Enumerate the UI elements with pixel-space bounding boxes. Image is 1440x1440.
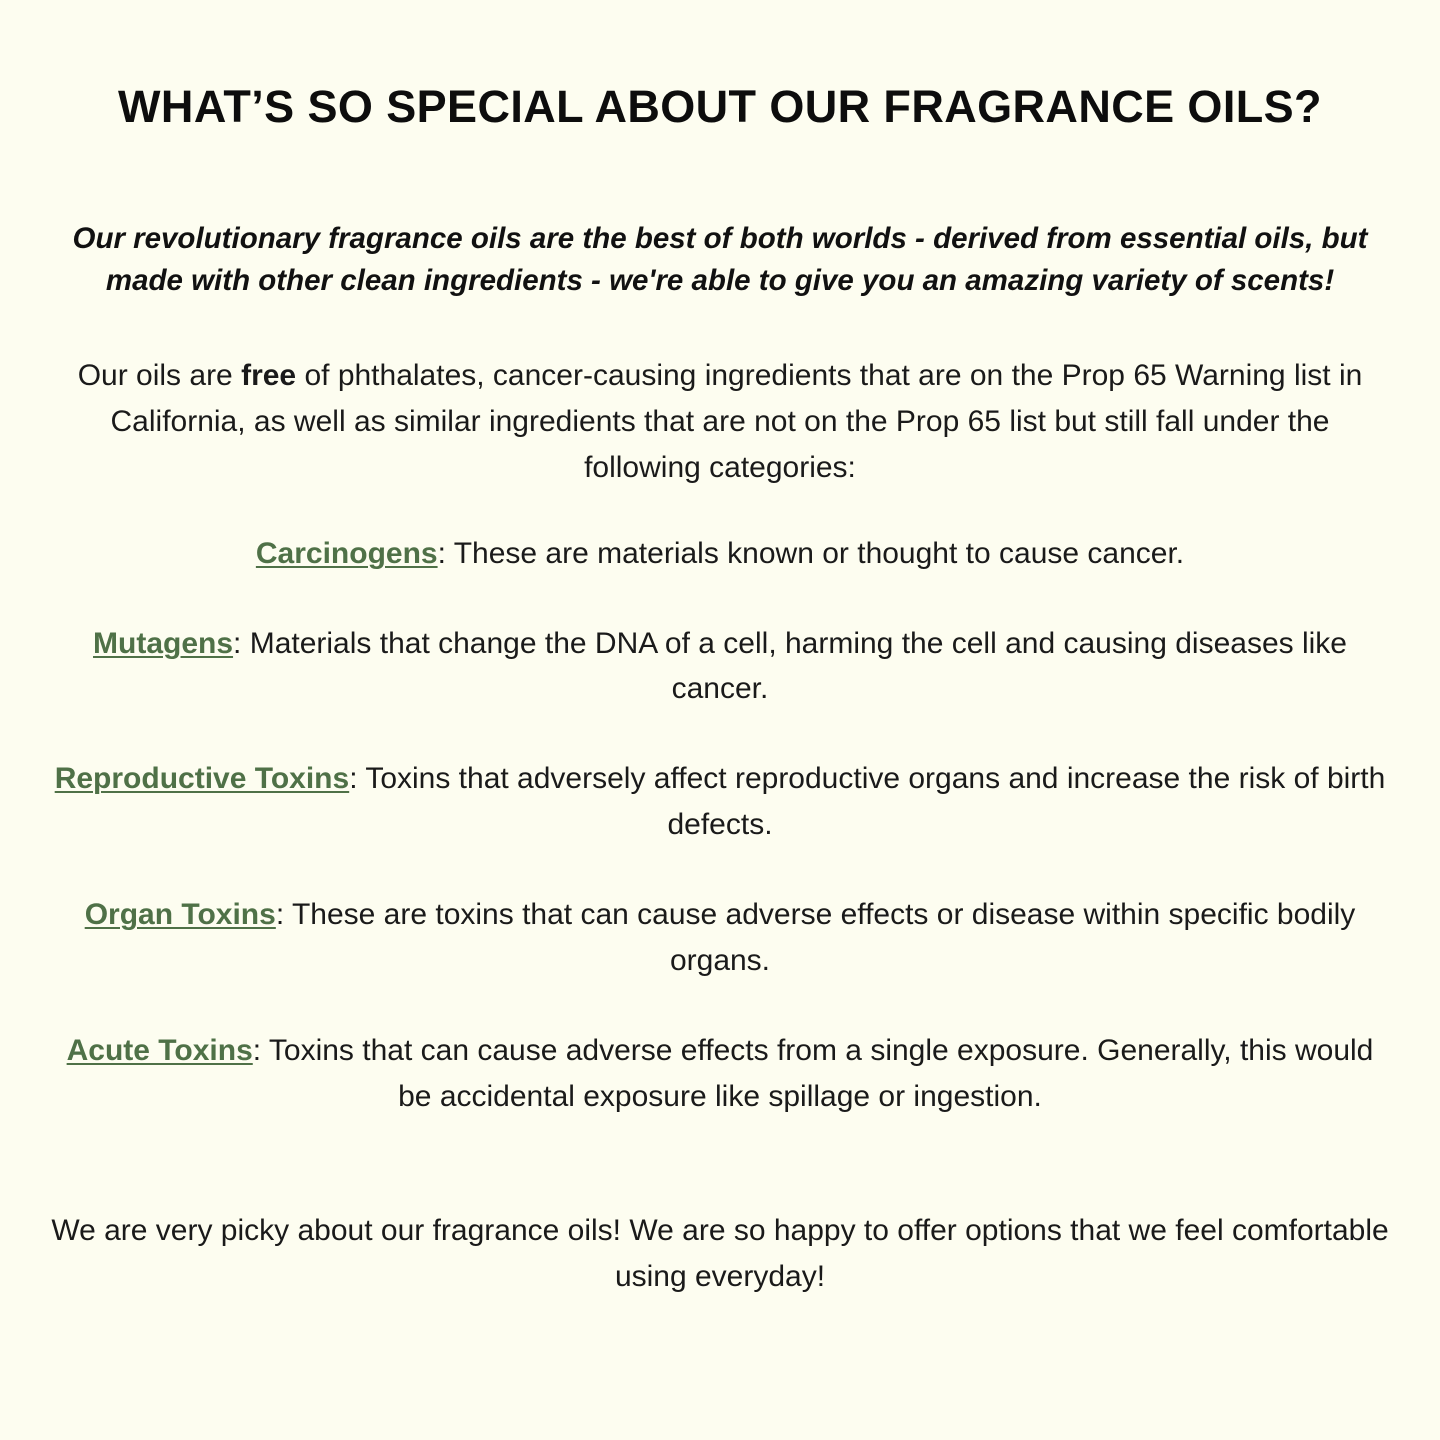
term-definition: : These are toxins that can cause adverse effects or disease within specific bodily organs.	[275, 898, 1356, 978]
term-link-reproductive-toxins[interactable]: Reproductive Toxins	[54, 762, 350, 796]
list-item	[50, 1028, 1390, 1120]
term-definition: : These are materials known or thought to cause cancer.	[437, 536, 1185, 570]
body-paragraph	[48, 353, 1392, 491]
toxin-category-list	[50, 531, 1390, 1120]
body-text-emphasis: free	[241, 359, 297, 393]
term-link-organ-toxins[interactable]: Organ Toxins	[84, 898, 276, 932]
list-item	[50, 531, 1390, 577]
term-link-mutagens[interactable]: Mutagens	[93, 626, 234, 660]
term-definition: : Toxins that adversely affect reproductive organs and increase the risk of birth defects.	[349, 762, 1386, 842]
list-item	[50, 892, 1390, 984]
list-item	[50, 756, 1390, 848]
term-link-acute-toxins[interactable]: Acute Toxins	[66, 1033, 253, 1067]
term-definition: : Toxins that can cause adverse effects from a single exposure. Generally, this would be accidental exposure like spillage or ingestion.	[252, 1033, 1374, 1113]
list-item	[50, 621, 1390, 713]
term-link-carcinogens[interactable]: Carcinogens	[255, 536, 438, 570]
intro-paragraph: Our revolutionary fragrance oils are the best of both worlds - derived from essential oils, but made with other clean ingredients - we're able to give you an amazing variety of scents!	[72, 221, 1368, 298]
page-title: WHAT’S SO SPECIAL ABOUT OUR FRAGRANCE OILS?	[118, 81, 1322, 132]
body-text-before: Our oils are	[77, 359, 242, 393]
term-definition: : Materials that change the DNA of a cell, harming the cell and causing diseases like cancer.	[233, 626, 1347, 706]
closing-paragraph: We are very picky about our fragrance oils! We are so happy to offer options that we feel comfortable using everyday!	[51, 1213, 1389, 1293]
body-text-after: of phthalates, cancer-causing ingredients that are on the Prop 65 Warning list in California, as well as similar ingredients that are not on the Prop 65 list but still fall under the following categories:	[110, 359, 1363, 484]
